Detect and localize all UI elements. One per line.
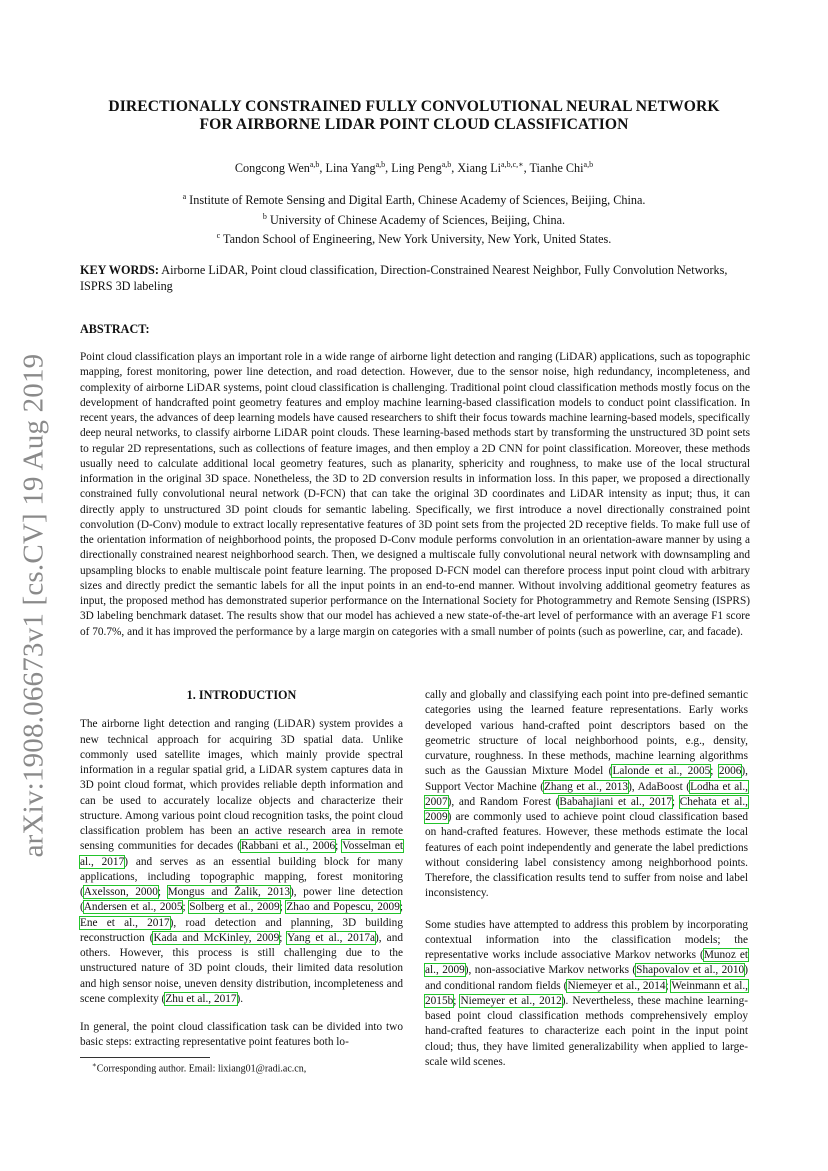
paragraph-text: ; bbox=[671, 795, 680, 808]
author-name: Xiang Li bbox=[457, 161, 502, 176]
paragraph-text: ; bbox=[182, 901, 190, 914]
author-name: Ling Peng bbox=[391, 161, 442, 176]
citation-link[interactable]: Rabbani et al., 2006 bbox=[240, 840, 336, 853]
citation-link[interactable]: Munoz et al., 2009 bbox=[425, 949, 749, 977]
citation-link[interactable]: Niemeyer et al., 2014 bbox=[567, 979, 666, 992]
paragraph-text: ; bbox=[665, 979, 672, 992]
affiliation-line bbox=[80, 189, 748, 209]
section-heading-introduction: 1. INTRODUCTION bbox=[186, 688, 297, 702]
author-name: Tianhe Chi bbox=[529, 161, 584, 176]
citation-link[interactable]: Zhu et al., 2017 bbox=[165, 992, 237, 1005]
paragraph-text: ) and serves as an essential building block for many applications, including topographic mapping, forest monitoring ( bbox=[80, 855, 403, 898]
paragraph-text: ; bbox=[157, 886, 168, 898]
citation-link[interactable]: Mongus and Žalik, 2013 bbox=[167, 886, 291, 898]
affiliation-list bbox=[80, 189, 748, 248]
arxiv-identifier-text: arXiv:1908.06673v1 [cs.CV] 19 Aug 2019 bbox=[17, 353, 50, 857]
affiliation-text: Tandon School of Engineering, New York University, New York, United States. bbox=[220, 232, 612, 247]
keywords-text: Airborne LiDAR, Point cloud classification, Direction-Constrained Nearest Neighbor, Fully Convolution Networks, ISPRS 3D labeling bbox=[80, 263, 728, 293]
citation-link[interactable]: Shapovalov et al., 2010 bbox=[636, 964, 745, 977]
footnote-divider bbox=[80, 1057, 210, 1058]
paragraph-text: ), and Random Forest ( bbox=[447, 795, 560, 808]
abstract-body: Point cloud classification plays an important role in a wide range of airborne light detection and ranging (LiDAR) applications, such as topographic mapping, forest monitoring, power line detection, and road detection. However, due to the sensor noise, high redundancy, incompleteness, and complexity of airborne LiDAR systems, point cloud classification is challenging. Traditional point cloud classification methods mostly focus on the development of handcrafted point geometry features and employ machine learning-based classification models to conduct point classification. In recent years, the advances of deep learning models have caused researchers to shift their focus towards machine learning-based models, specifically deep neural networks, to classify airborne LiDAR point clouds. These learning-based methods start by transforming the unstructured 3D point sets to regular 2D representations, such as collections of feature images, and then employ a 2D CNN for point classification. Moreover, these methods usually need to calculate additional local geometry features, such as planarity, sphericity and roughness, to make use of the local structural information in the original 3D space. Nonetheless, the 3D to 2D conversion results in information loss. In this paper, we proposed a directionally constrained fully convolutional neural network (D-FCN) that can take the original 3D coordinates and LiDAR intensity as input; thus, it can directly apply to unstructured 3D point clouds for semantic labeling. Specifically, we first introduce a novel directionally constrained point convolution (D-Conv) module to extract locally representative features of 3D point sets from the projected 2D receptive fields. To make full use of the orientation information of neighborhood points, the proposed D-Conv module performs convolution in an orientation-aware manner by using a directionally constrained nearest neighborhood search. Then, we designed a multiscale fully convolutional neural network with downsampling and upsampling blocks to enable multiscale point feature learning. The proposed D-FCN model can therefore process input point cloud with arbitrary sizes and directly predict the semantic labels for all the input points in an end-to-end manner. Without involving additional geometry features as input, the proposed method has demonstrated superior performance on the International Society for Photogrammetry and Remote Sensing (ISPRS) 3D labeling benchmark dataset. The results show that our model has achieved a new state-of-the-art level of performance with an average F1 score of 70.7%, and it has improved the performance by a large margin on categories with a small number of points (such as powerline, car, and facade). bbox=[80, 351, 750, 638]
paper-title bbox=[80, 98, 748, 134]
paragraph-text: cally and globally and classifying each point into pre-defined semantic categories using the learned feature representations. Early works developed various hand-crafted point descriptors based on the geometric structure of local neighborhood points, e.g., density, curvature, roughness. In these methods, machine learning algorithms such as the Gaussian Mixture Model ( bbox=[425, 689, 748, 778]
affiliation-line bbox=[80, 209, 748, 229]
intro-paragraph-4 bbox=[425, 918, 748, 1071]
author-affiliation-marker: a,b,c,∗ bbox=[501, 160, 524, 169]
citation-link[interactable]: Niemeyer et al., 2012 bbox=[460, 994, 562, 1007]
paragraph-text: ; bbox=[710, 765, 719, 778]
citation-link[interactable]: Axelsson, 2000 bbox=[83, 886, 158, 898]
affiliation-text: Institute of Remote Sensing and Digital Earth, Chinese Academy of Sciences, Beijing, China. bbox=[186, 193, 646, 208]
citation-link[interactable]: Vosselman et al., 2017 bbox=[80, 840, 403, 868]
paragraph-text: ), AdaBoost ( bbox=[628, 780, 691, 793]
paragraph-text: ; bbox=[399, 901, 403, 914]
author-affiliation-marker: a,b bbox=[441, 160, 452, 169]
citation-link[interactable]: Weinmann et al., 2015b bbox=[425, 979, 748, 1007]
citation-link[interactable]: Andersen et al., 2005 bbox=[83, 901, 183, 914]
paragraph-text: ) are commonly used to achieve point cloud classification based on hand-crafted features. However, these methods estimate the local features of each point independently and generate the label predictions without considering label consistency among neighborhood points. Therefore, the classification results tend to suffer from noise and label inconsistency. bbox=[425, 811, 748, 900]
arxiv-identifier-stamp bbox=[4, 345, 64, 865]
affiliation-line bbox=[80, 228, 748, 248]
citation-link[interactable]: Babahajiani et al., 2017 bbox=[559, 795, 672, 808]
citation-link[interactable]: Lalonde et al., 2005 bbox=[612, 765, 711, 778]
citation-link[interactable]: Zhang et al., 2013 bbox=[544, 780, 629, 793]
intro-paragraph-1 bbox=[80, 717, 403, 1007]
citation-link[interactable]: Yang et al., 2017a bbox=[287, 931, 376, 944]
intro-paragraph-2: In general, the point cloud classification task can be divided into two basic steps: extracting representative point features both lo- bbox=[80, 1021, 403, 1049]
footnote-text: Corresponding author. Email: lixiang01@radi.ac.cn, bbox=[96, 1063, 307, 1075]
footnote bbox=[92, 1061, 306, 1074]
citation-link[interactable]: Ene et al., 2017 bbox=[80, 916, 170, 929]
author-affiliation-marker: a,b bbox=[583, 160, 594, 169]
abstract-heading: ABSTRACT: bbox=[80, 322, 150, 336]
affiliation-marker: a bbox=[182, 192, 187, 201]
right-column bbox=[425, 688, 748, 1083]
citation-link[interactable]: 2006 bbox=[718, 765, 742, 778]
left-column bbox=[80, 688, 403, 1064]
keywords bbox=[80, 263, 750, 294]
author-name: Congcong Wen bbox=[234, 161, 310, 176]
keywords-label: KEY WORDS: bbox=[80, 263, 159, 277]
citation-link[interactable]: Kada and McKinley, 2009 bbox=[153, 931, 280, 944]
paragraph-text: ; bbox=[453, 994, 461, 1007]
author-affiliation-marker: a,b bbox=[375, 160, 386, 169]
affiliation-marker: b bbox=[262, 211, 267, 221]
paragraph-text: ). bbox=[236, 992, 244, 1005]
paragraph-text: ), Support Vector Machine ( bbox=[425, 765, 748, 793]
affiliation-marker: c bbox=[216, 231, 221, 241]
citation-link[interactable]: Solberg et al., 2009 bbox=[189, 901, 280, 914]
title-line-2: FOR AIRBORNE LIDAR POINT CLOUD CLASSIFICATION bbox=[199, 116, 629, 133]
title-line-1: DIRECTIONALLY CONSTRAINED FULLY CONVOLUTIONAL NEURAL NETWORK bbox=[108, 98, 720, 115]
author-name: Lina Yang bbox=[325, 161, 376, 176]
citation-link[interactable]: Lodha et al., 2007 bbox=[425, 780, 748, 808]
author-list: Congcong Wen$^{a,b}$, Lina Yang$^{a,b}$, Ling Peng$^{a,b}$, Xiang $Li^{a,b,c,∗}$, Tianhe Chi$^{a,b}$ bbox=[234, 160, 594, 176]
paragraph-text: ), road detection and planning, 3D building reconstruction ( bbox=[80, 916, 403, 944]
paragraph-text: ), power line detection ( bbox=[80, 886, 403, 914]
paragraph-text: The airborne light detection and ranging (LiDAR) system provides a new technical approach for acquiring 3D spatial data. Unlike commonly used satellite images, which mainly provide spectral information in a regular spatial grid, a LiDAR system captures data in 3D point cloud format, which provides reliable depth information and can be used to accurately localize objects and characterize their structure. Among various point cloud recognition tasks, the point cloud classification problem has been an active research area in remote sensing communities for decades ( bbox=[80, 718, 403, 853]
intro-paragraph-3 bbox=[425, 688, 748, 902]
footnote-marker: ∗ bbox=[92, 1061, 97, 1069]
citation-link[interactable]: Chehata et al., 2009 bbox=[425, 795, 749, 823]
paragraph-text: ) and conditional random fields ( bbox=[425, 964, 748, 992]
affiliation-text: University of Chinese Academy of Sciences, Beijing, China. bbox=[266, 212, 566, 227]
paragraph-text: Some studies have attempted to address this problem by incorporating contextual information into the classification models; the representative works include associative Markov networks ( bbox=[425, 918, 748, 961]
citation-link[interactable]: Zhao and Popescu, 2009 bbox=[286, 901, 400, 914]
paragraph-text: ; bbox=[335, 840, 343, 853]
paragraph-text: ). Nevertheless, these machine learning-based point cloud classification methods comprehensively employ hand-crafted features to characterize each point in the input point cloud; thus, they have limited generalizability when applied to large-scale wild scenes. bbox=[425, 994, 748, 1068]
author-affiliation-marker: a,b bbox=[309, 160, 320, 169]
paragraph-text: ), and others. However, this process is still challenging due to the unstructured nature of 3D point clouds, their limited data resolution and high sensor noise, uneven density distribution, incompleteness and scene complexity ( bbox=[80, 931, 403, 1005]
paragraph-text: ; bbox=[279, 931, 287, 944]
paragraph-text: ), non-associative Markov networks ( bbox=[464, 964, 637, 977]
paragraph-text: ; bbox=[279, 901, 287, 914]
